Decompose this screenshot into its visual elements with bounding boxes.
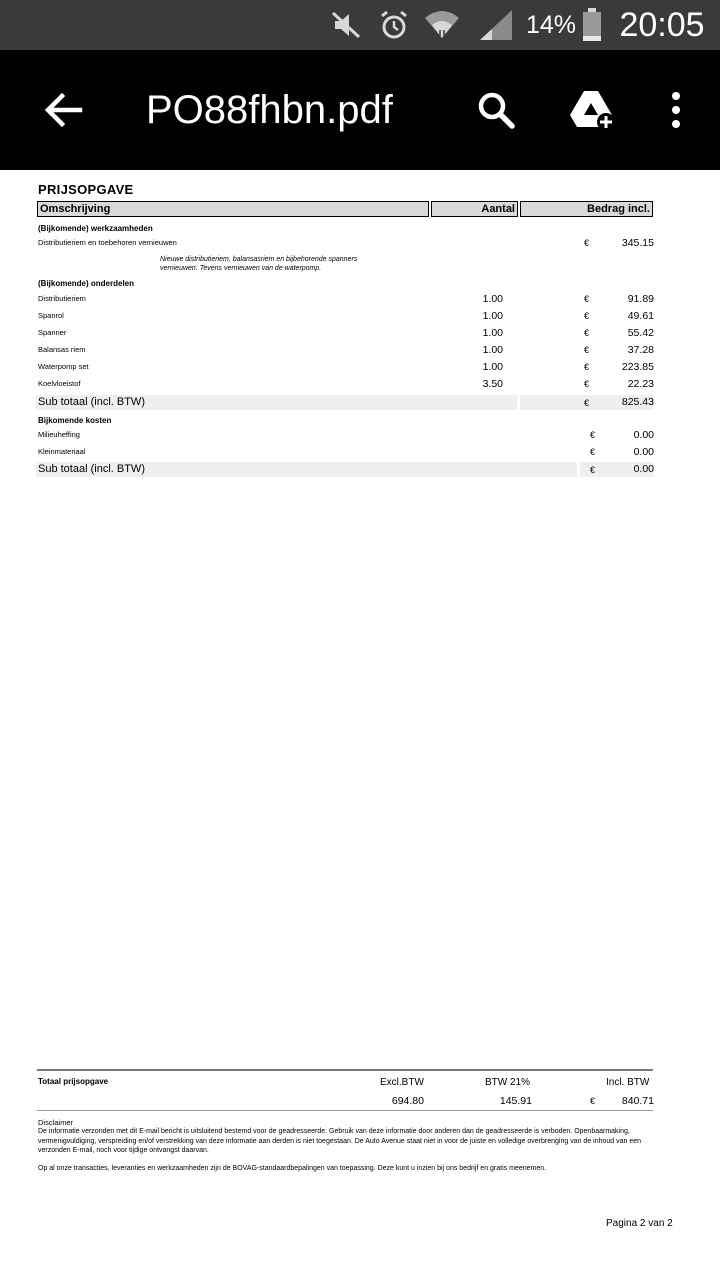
battery-icon xyxy=(578,0,606,50)
part-name: Waterpomp set xyxy=(38,362,89,371)
part-qty: 3.50 xyxy=(482,378,503,390)
total-btw-label: BTW 21% xyxy=(485,1077,531,1088)
werkzaamheden-item: Distributieriem en toebehoren vernieuwen xyxy=(38,238,177,247)
cost-name: Milieuheffing xyxy=(38,430,80,439)
part-name: Balansas riem xyxy=(38,345,86,354)
currency-symbol: € xyxy=(584,362,590,372)
search-button[interactable] xyxy=(466,50,526,170)
part-amount: 49.61 xyxy=(627,310,654,322)
page-title: PRIJSOPGAVE xyxy=(38,182,134,197)
page-indicator: Pagina 2 van 2 xyxy=(606,1218,673,1229)
document-title: PO88fhbn.pdf xyxy=(146,87,393,132)
currency-symbol: € xyxy=(584,379,590,389)
column-header-aantal xyxy=(431,201,518,217)
bovag-text: Op al onze transacties, leveranties en werkzaamheden zijn de BOVAG-standaardbepalingen van toepassing. Deze kunt u inzien bij ons bedrijf en gratis meenemen. xyxy=(38,1165,547,1172)
cost-name: Kleinmateriaal xyxy=(38,447,86,456)
part-qty: 1.00 xyxy=(482,344,503,356)
search-icon xyxy=(476,90,516,130)
werkzaamheden-note-line-1: Nieuwe distributieriem, balansasriem en bijbehorende spanners xyxy=(160,256,358,263)
mute-icon xyxy=(326,0,366,50)
total-incl-value: 840.71 xyxy=(621,1095,654,1107)
currency-symbol: € xyxy=(584,345,590,355)
subtotal-label: Sub totaal (incl. BTW) xyxy=(38,463,145,475)
back-arrow-icon xyxy=(44,90,84,130)
currency-symbol: € xyxy=(590,1096,596,1106)
part-qty: 1.00 xyxy=(482,327,503,339)
part-qty: 1.00 xyxy=(482,310,503,322)
total-bottom-rule xyxy=(37,1110,653,1111)
more-vert-icon xyxy=(670,90,682,130)
werkzaamheden-note-line-2: vernieuwen. Tevens vernieuwen van de waterpomp. xyxy=(160,265,322,272)
section-heading-onderdelen: (Bijkomende) onderdelen xyxy=(38,279,135,288)
part-name: Distributieriem xyxy=(38,294,86,303)
part-name: Koelvloeistof xyxy=(38,379,81,388)
part-amount: 91.89 xyxy=(627,293,654,305)
disclaimer-text: De informatie verzonden met dit E-mail bericht is uitsluitend bestemd voor de geadresseerde. Gebruik van deze informatie door anderen dan de geadresseerde is verboden. Openbaarmaking, vermenigvuldiging, verspreiding en/of verstrekking van deze informatie aan derden is niet toegestaan. De Auto Avenue staat niet in voor de juiste en volledige overbrenging van de inhoud van een verzonden E-mail, noch voor tijdige ontvangst daarvan. xyxy=(38,1128,642,1154)
subtotal-amount: 825.43 xyxy=(621,396,654,408)
section-heading-kosten: Bijkomende kosten xyxy=(38,416,112,425)
subtotal-label: Sub totaal (incl. BTW) xyxy=(38,396,145,408)
currency-symbol: € xyxy=(584,328,590,338)
clock: 20:05 xyxy=(619,5,705,44)
currency-symbol: € xyxy=(584,294,590,304)
overflow-menu-button[interactable] xyxy=(656,50,696,170)
part-amount: 37.28 xyxy=(627,344,654,356)
total-excl-label: Excl.BTW xyxy=(380,1077,424,1088)
battery-percent: 14% xyxy=(525,10,577,39)
total-top-rule xyxy=(37,1069,653,1071)
currency-symbol: € xyxy=(590,465,596,475)
part-name: Spanrol xyxy=(38,311,64,320)
total-incl-label: Incl. BTW xyxy=(606,1077,650,1088)
pdf-page[interactable] xyxy=(0,170,720,1280)
total-label: Totaal prijsopgave xyxy=(38,1077,109,1086)
column-header-aantal-label: Aantal xyxy=(481,203,515,215)
part-qty: 1.00 xyxy=(482,293,503,305)
section-heading-werkzaamheden: (Bijkomende) werkzaamheden xyxy=(38,224,153,233)
part-amount: 22.23 xyxy=(627,378,654,390)
back-button[interactable] xyxy=(34,50,94,170)
signal-icon xyxy=(476,0,516,50)
currency-symbol: € xyxy=(584,398,590,408)
part-amount: 223.85 xyxy=(621,361,654,373)
currency-symbol: € xyxy=(590,447,596,457)
drive-add-icon xyxy=(568,89,616,131)
currency-symbol: € xyxy=(584,238,590,248)
wifi-icon xyxy=(420,0,464,50)
cost-amount: 0.00 xyxy=(633,429,654,441)
app-toolbar xyxy=(0,50,720,170)
total-excl-value: 694.80 xyxy=(391,1095,424,1107)
disclaimer-heading: Disclaimer xyxy=(38,1118,74,1127)
column-header-omschrijving-label: Omschrijving xyxy=(40,203,111,215)
werkzaamheden-amount: 345.15 xyxy=(621,237,654,249)
subtotal-amount: 0.00 xyxy=(633,463,654,475)
currency-symbol: € xyxy=(584,311,590,321)
currency-symbol: € xyxy=(590,430,596,440)
column-header-bedrag xyxy=(520,201,653,217)
part-amount: 55.42 xyxy=(627,327,654,339)
part-qty: 1.00 xyxy=(482,361,503,373)
part-name: Spanner xyxy=(38,328,67,337)
column-header-omschrijving xyxy=(37,201,429,217)
total-btw-value: 145.91 xyxy=(499,1095,532,1107)
add-to-drive-button[interactable] xyxy=(562,50,622,170)
cost-amount: 0.00 xyxy=(633,446,654,458)
column-header-bedrag-label: Bedrag incl. xyxy=(587,203,650,215)
alarm-icon xyxy=(374,0,414,50)
status-bar xyxy=(0,0,720,50)
